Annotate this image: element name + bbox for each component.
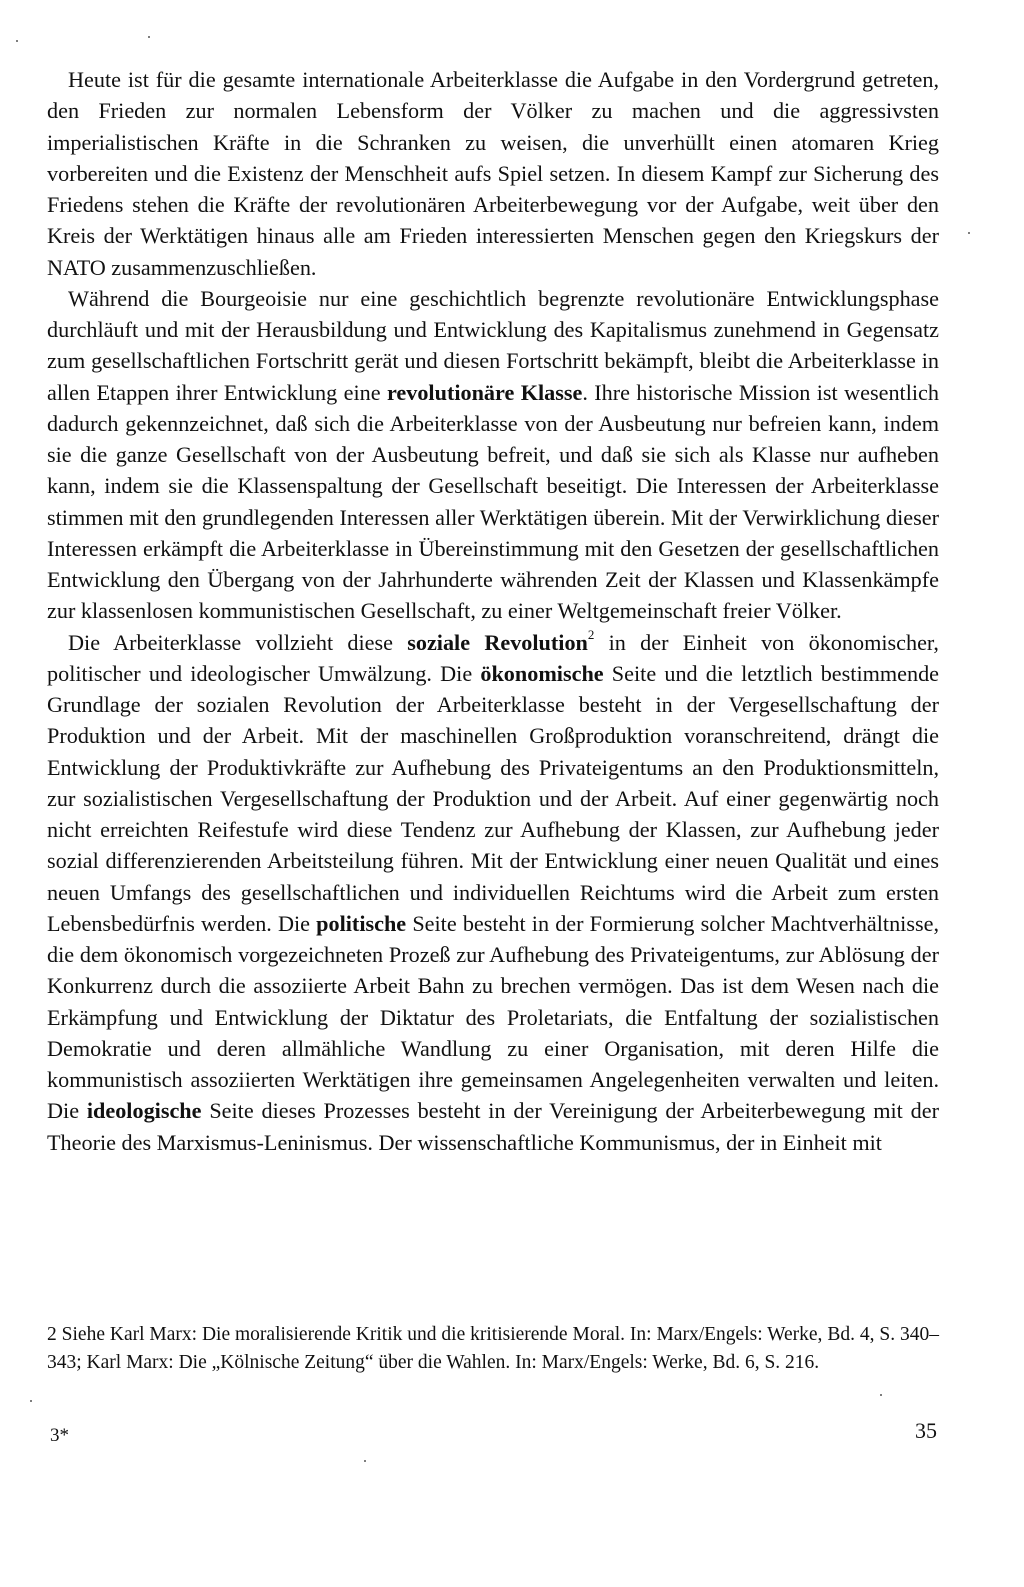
paragraph-3-text-a: Die Arbeiterklasse vollzieht diese	[68, 629, 408, 655]
main-text	[47, 64, 939, 1158]
scan-speck	[364, 1460, 366, 1462]
bold-term-politische: politische	[316, 910, 407, 936]
bold-term-ideologische: ideologische	[86, 1098, 202, 1124]
footnote	[47, 1321, 939, 1377]
page-number: 35	[915, 1418, 937, 1443]
footnote-reference[interactable]: 2	[587, 627, 595, 643]
bold-term-soziale-revolution: soziale Revolution	[407, 629, 588, 655]
footnote-text: 2 Siehe Karl Marx: Die moralisierende Kritik und die kritisierende Moral. In: Marx/Engels: Werke, Bd. 4, S. 340–343; Karl Marx: Die „Kölnische Zeitung“ über die Wahlen. In: Marx/Engels: Werke, Bd. 6, S. 216.	[47, 1324, 939, 1373]
bold-term-oekonomische: ökonomische	[480, 660, 604, 686]
paragraph-1-text: Heute ist für die gesamte internationale Arbeiterklasse die Aufgabe in den Vordergrund getreten, den Frieden zur normalen Lebensform der Völker zu machen und die aggressivsten imperialistischen Kräfte in die Schranken zu weisen, die unverhüllt einen atomaren Krieg vorbereiten und die Existenz der Menschheit aufs Spiel setzen. In diesem Kampf zur Sicherung des Friedens stehen die Kräfte der revolutionären Arbeiterbewegung vor der Aufgabe, weit über den Kreis der Werktätigen hinaus alle am Frieden interessierten Menschen gegen den Kriegskurs der NATO zusammenzuschließen.	[47, 67, 939, 280]
paragraph-3-text-b: in der Einheit von ökonomischer, politischer und ideologischer Umwälzung. Die	[47, 629, 939, 686]
scan-speck	[148, 36, 150, 38]
paragraph-2-text-a: Während die Bourgeoisie nur eine geschichtlich begrenzte revolutionäre Entwicklungsphase durchläuft und mit der Herausbildung und Entwicklung des Kapitalismus zunehmend in Gegensatz zum gesellschaftlichen Fortschritt gerät und diesen Fortschritt bekämpft, bleibt die Arbeiterklasse in allen Etappen ihrer Entwicklung eine	[47, 285, 939, 405]
scan-speck	[16, 40, 18, 42]
paragraph-3	[47, 627, 939, 1158]
paragraph-2-text-b: . Ihre historische Mission ist wesentlich dadurch gekennzeichnet, daß sich die Arbeiterklasse von der Ausbeutung nur befreien kann, indem sie die ganze Gesellschaft von der Ausbeutung befreit, und daß sie sich als Klasse nur aufheben kann, indem sie die Klassenspaltung der Gesellschaft beseitigt. Die Interessen der Arbeiterklasse stimmen mit den grundlegenden Interessen aller Werktätigen überein. Mit der Verwirklichung dieser Interessen erkämpft die Arbeiterklasse in Übereinstimmung mit den Gesetzen der gesellschaftlichen Entwicklung den Übergang von der Jahrhunderte währenden Zeit der Klassen und Klassenkämpfe zur klassenlosen kommunistischen Gesellschaft, zu einer Weltgemeinschaft freier Völker.	[47, 379, 939, 624]
scan-speck	[968, 232, 970, 234]
paragraph-3-text-c: Seite und die letztlich bestimmende Grundlage der sozialen Revolution der Arbeiterklasse besteht in der Vergesellschaftung der Produktion und der Arbeit. Mit der maschinellen Großproduktion voranschreitend, drängt die Entwicklung der Produktivkräfte zur Aufhebung des Privateigentums an den Produktionsmitteln, zur sozialistischen Vergesellschaftung der Produktion und der Arbeit. Auf einer gegenwärtig noch nicht erreichten Reifestufe wird diese Tendenz zur Aufhebung der Klassen, zur Aufhebung jeder sozial differenzierenden Arbeitsteilung führen. Mit der Entwicklung einer neuen Qualität und eines neuen Umfangs des gesellschaftlichen und individuellen Reichtums wird die Arbeit zum ersten Lebensbedürfnis werden. Die	[47, 660, 940, 936]
paragraph-3-text-d: Seite besteht in der Formierung solcher Machtverhältnisse, die dem ökonomisch vorgezeichneten Prozeß zur Aufhebung des Privateigentums, zur Ablösung der Konkurrenz durch die assoziierte Arbeit Bahn zu brechen vermögen. Das ist dem Wesen nach die Erkämpfung und Entwicklung der Diktatur des Proletariats, die Entfaltung der sozialistischen Demokratie und deren allmähliche Wandlung zu einer Organisation, mit deren Hilfe die kommunistisch assoziierten Werktätigen ihre gemeinsamen Angelegenheiten verwalten und leiten. Die	[47, 910, 939, 1124]
paragraph-3-text-e: Seite dieses Prozesses besteht in der Vereinigung der Arbeiterbewegung mit der Theorie des Marxismus-Leninismus. Der wissenschaftliche Kommunismus, der in Einheit mit	[47, 1098, 939, 1155]
paragraph-1	[47, 64, 939, 283]
signature-mark: 3*	[50, 1425, 69, 1446]
bold-term-revolutionaere-klasse: revolutionäre Klasse	[386, 379, 583, 405]
paragraph-2	[47, 283, 939, 627]
scan-speck	[30, 1400, 32, 1402]
scan-speck	[880, 1394, 882, 1396]
